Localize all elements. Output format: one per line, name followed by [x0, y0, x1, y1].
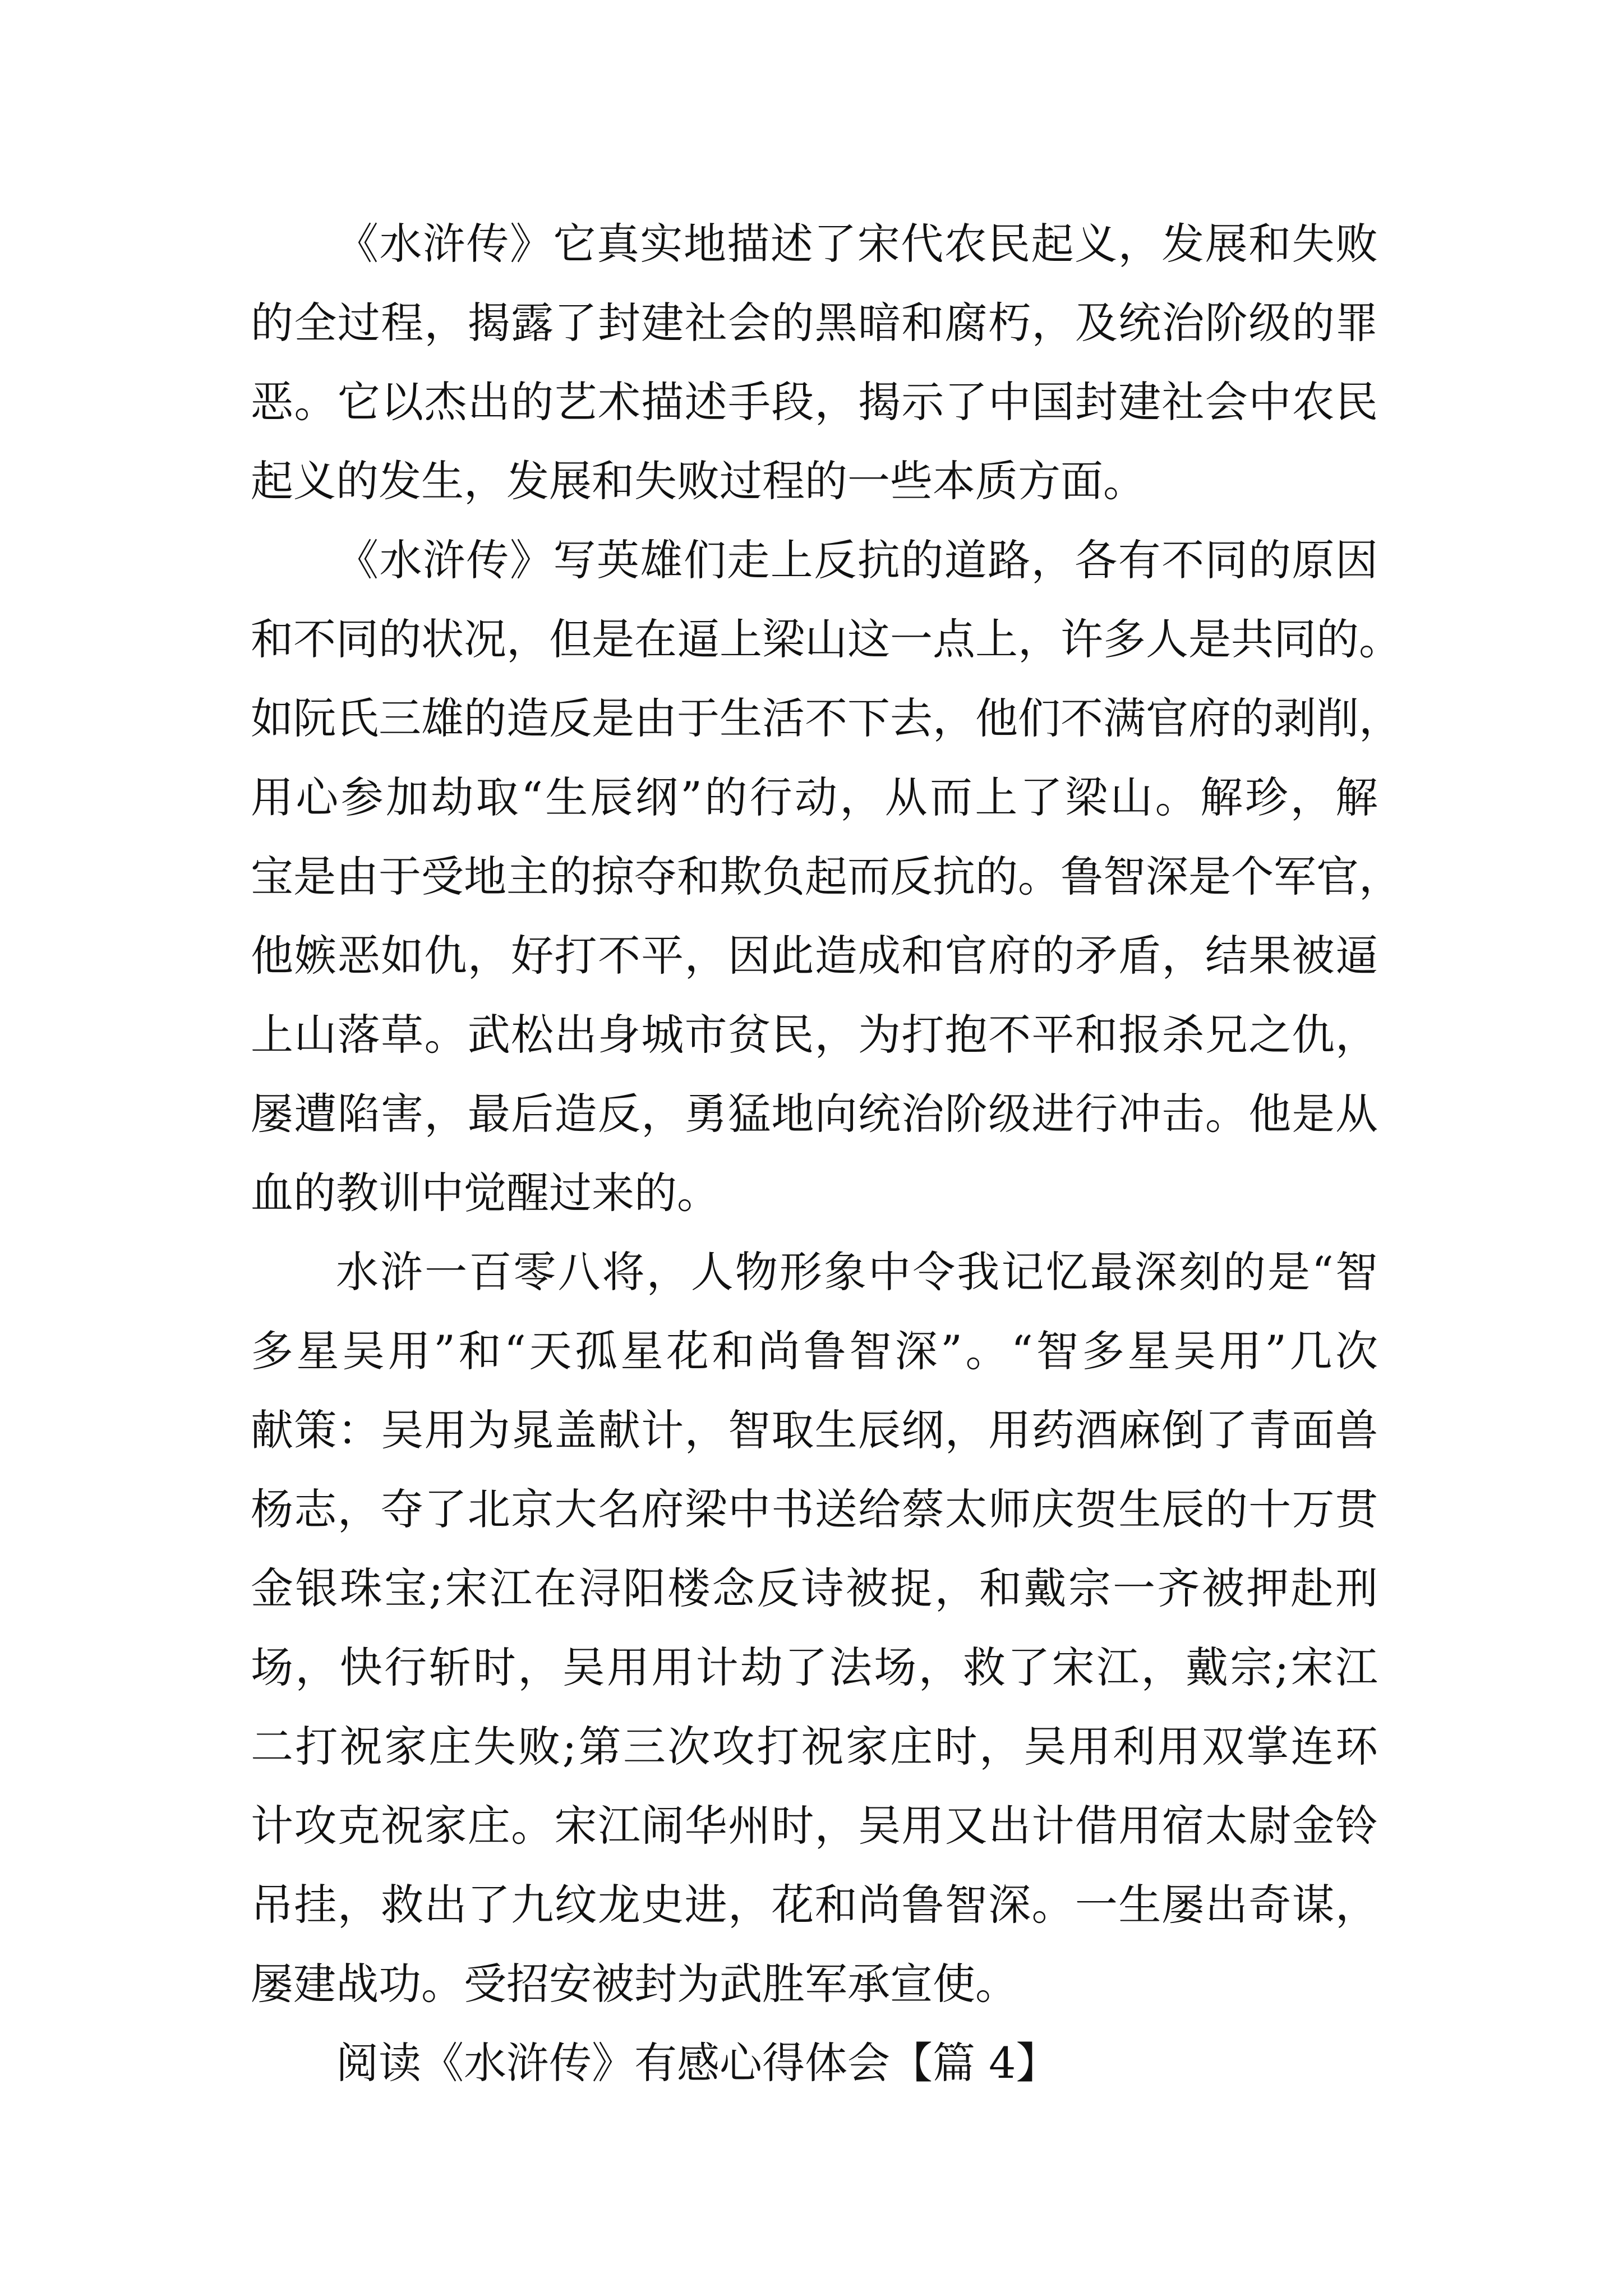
section-heading: 阅读《水浒传》有感心得体会【篇 4】	[336, 2038, 1059, 2088]
paragraph-3-line-5: 金银珠宝;宋江在浔阳楼念反诗被捉，和戴宗一齐被押赴刑	[251, 1563, 1378, 1613]
paragraph-1-line-2: 的全过程，揭露了封建社会的黑暗和腐朽，及统治阶级的罪	[251, 298, 1378, 348]
paragraph-1-line-3: 恶。它以杰出的艺术描述手段，揭示了中国封建社会中农民	[251, 377, 1378, 427]
paragraph-1-line-1: 《水浒传》它真实地描述了宋代农民起义，发展和失败	[336, 219, 1378, 269]
paragraph-2-line-4: 用心参加劫取“生辰纲”的行动，从而上了梁山。解珍，解	[251, 772, 1378, 822]
paragraph-2-line-6: 他嫉恶如仇，好打不平，因此造成和官府的矛盾，结果被逼	[251, 931, 1378, 981]
paragraph-1-line-4: 起义的发生，发展和失败过程的一些本质方面。	[251, 456, 1146, 506]
paragraph-2-line-1: 《水浒传》写英雄们走上反抗的道路，各有不同的原因	[336, 535, 1378, 585]
paragraph-2-line-3: 如阮氏三雄的造反是由于生活不下去，他们不满官府的剥削，	[251, 693, 1401, 743]
paragraph-2-line-8: 屡遭陷害，最后造反，勇猛地向统治阶级进行冲击。他是从	[251, 1089, 1378, 1139]
paragraph-3-line-10: 屡建战功。受招安被封为武胜军承宣使。	[251, 1959, 1018, 2009]
paragraph-3-line-6: 场，快行斩时，吴用用计劫了法场，救了宋江，戴宗;宋江	[251, 1642, 1378, 1692]
paragraph-3-line-4: 杨志，夺了北京大名府梁中书送给蔡太师庆贺生辰的十万贯	[251, 1484, 1378, 1534]
paragraph-3-line-3: 献策：吴用为晁盖献计，智取生辰纲，用药酒麻倒了青面兽	[251, 1405, 1378, 1455]
paragraph-2-line-5: 宝是由于受地主的掠夺和欺负起而反抗的。鲁智深是个军官，	[251, 852, 1401, 901]
paragraph-2-line-2: 和不同的状况，但是在逼上梁山这一点上，许多人是共同的。	[251, 614, 1401, 664]
paragraph-3-line-1: 水浒一百零八将，人物形象中令我记忆最深刻的是“智	[336, 1247, 1378, 1297]
paragraph-2-line-9: 血的教训中觉醒过来的。	[251, 1168, 720, 1218]
paragraph-3-line-9: 吊挂，救出了九纹龙史进，花和尚鲁智深。一生屡出奇谋，	[251, 1880, 1378, 1930]
paragraph-3-line-8: 计攻克祝家庄。宋江闹华州时，吴用又出计借用宿太尉金铃	[251, 1801, 1378, 1851]
paragraph-2-line-7: 上山落草。武松出身城市贫民，为打抱不平和报杀兄之仇，	[251, 1010, 1378, 1060]
paragraph-3-line-7: 二打祝家庄失败;第三次攻打祝家庄时，吴用利用双掌连环	[251, 1722, 1378, 1772]
paragraph-3-line-2: 多星吴用”和“天孤星花和尚鲁智深”。“智多星吴用”几次	[251, 1326, 1378, 1376]
